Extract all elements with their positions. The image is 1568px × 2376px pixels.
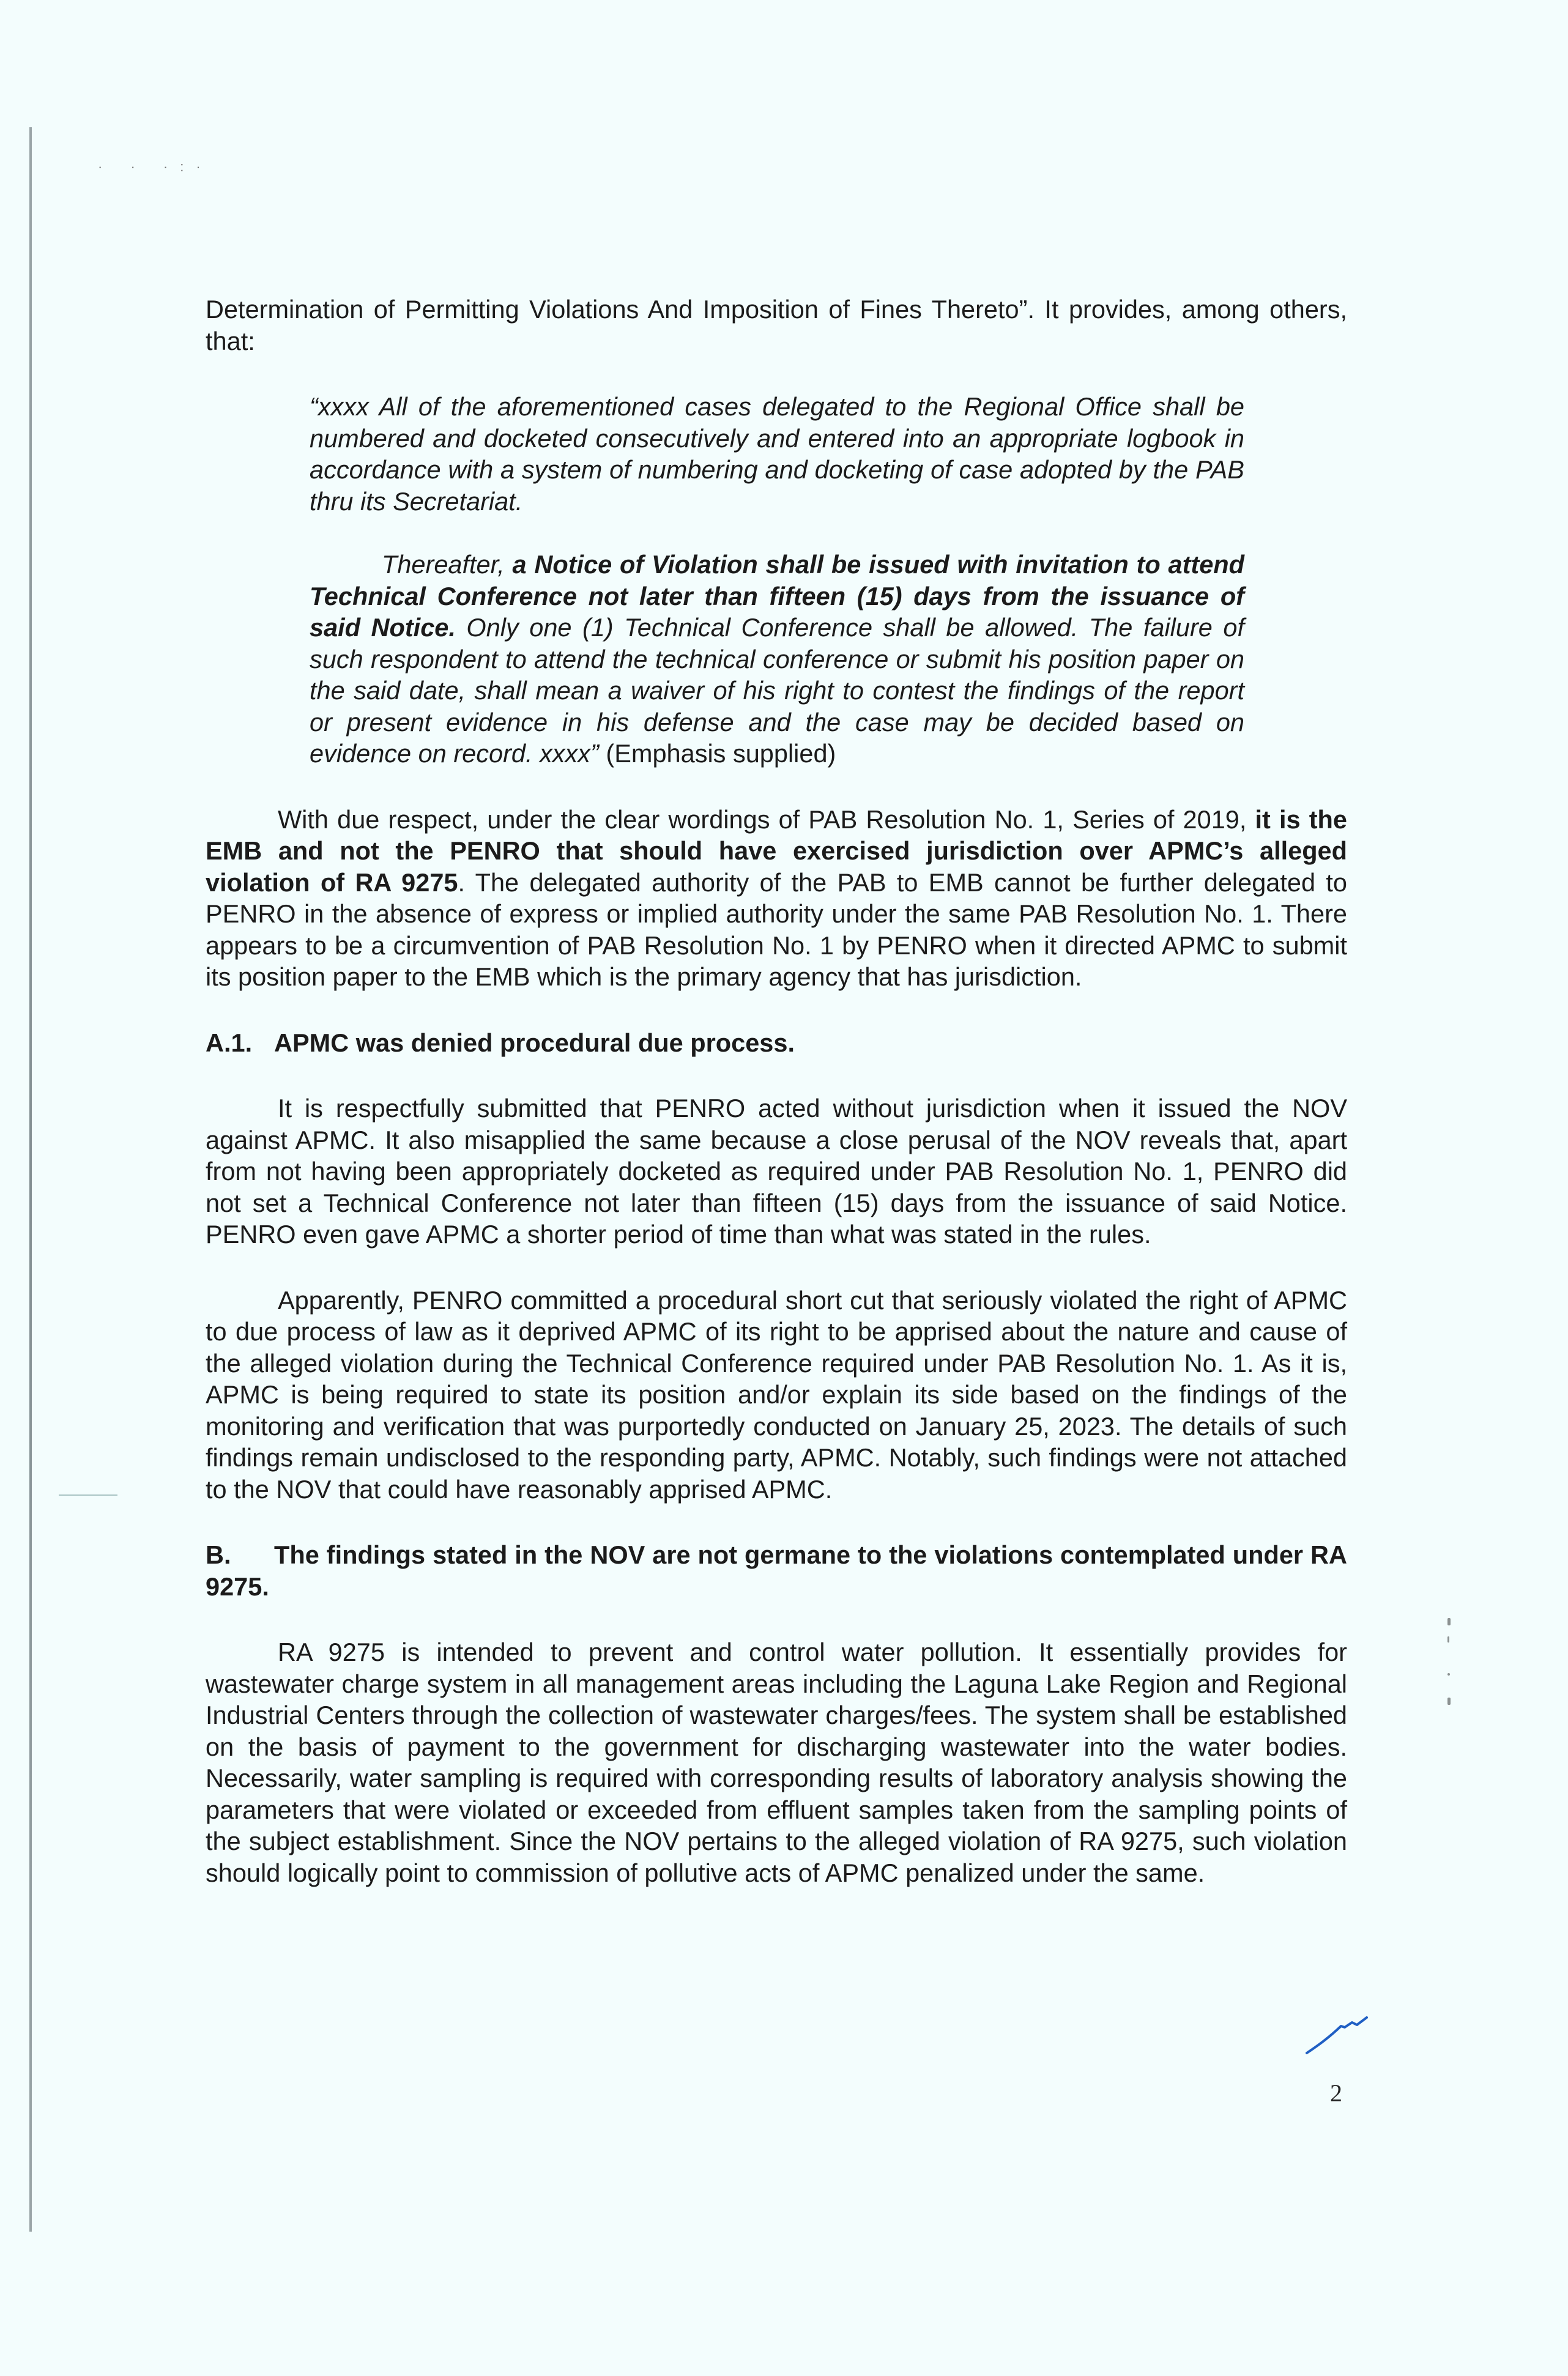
page-number: 2 bbox=[1330, 2079, 1342, 2107]
section-heading-a1 bbox=[206, 1027, 1347, 1059]
quote-paragraph-1: “xxxx All of the aforementioned cases delegated to the Regional Office shall be numbered and docketed consecutively and entered into an appropriate logbook in accordance with a system of numbering and docketing of case adopted by the PAB thru its Secretariat. bbox=[310, 392, 1244, 516]
section-label: A.1. bbox=[206, 1028, 253, 1057]
paragraph-a1-1: It is respectfully submitted that PENRO acted without jurisdiction when it issued the NOV against APMC. It also misapplied the same because a close perusal of the NOV reveals that, apart from not having been appropriately docketed as required under PAB Resolution No. 1, PENRO did not set a Technical Conference not later than fifteen (15) days from the issuance of said Notice. PENRO even gave APMC a shorter period of time than what was stated in the rules. bbox=[206, 1094, 1347, 1249]
intro-paragraph: Determination of Permitting Violations And Imposition of Fines Thereto”. It provides, among others, that: bbox=[206, 295, 1347, 355]
quote-paragraph-2 bbox=[310, 549, 1244, 770]
document-page bbox=[206, 294, 1347, 1888]
scan-specks: · · ·:· bbox=[98, 159, 213, 174]
section-label: B. bbox=[206, 1540, 231, 1569]
block-quote bbox=[310, 391, 1244, 770]
jurisdiction-rest: . The delegated authority of the PAB to EMB cannot be further delegated to PENRO in the absence of express or implied authority under the same PAB Resolution No. 1. There appears to be a circumvention of PAB Resolution No. 1 by PENRO when it directed APMC to submit its position paper to the EMB which is the primary agency that has jurisdiction. bbox=[206, 867, 1348, 991]
jurisdiction-lead: With due respect, under the clear wordings of PAB Resolution No. 1, Series of 2019, bbox=[278, 804, 1255, 834]
quote-lead: Thereafter, bbox=[382, 550, 513, 579]
quote-emphasis-note: (Emphasis supplied) bbox=[598, 739, 836, 768]
initials-signature bbox=[1303, 2013, 1377, 2062]
quote-emphasis: a Notice of Violation shall be issued with invitation to attend Technical Conference not later than fifteen (15) days from the issuance of said Notice. bbox=[310, 550, 1244, 642]
quote-rest: Only one (1) Technical Conference shall be allowed. The failure of such respondent to attend the technical conference or submit his position paper on the said date, shall mean a waiver of his right to contest the findings of the report or present evidence in his defense and the case may be decided based on evidence on record. xxxx” bbox=[310, 613, 1244, 768]
scan-margin-line bbox=[29, 127, 32, 2232]
scan-side-dash bbox=[59, 1494, 117, 1496]
paragraph-b-1: RA 9275 is intended to prevent and control water pollution. It essentially provides for wastewater charge system in all management areas including the Laguna Lake Region and Regional Industrial Centers through the collection of wastewater charges/fees. The system shall be established on the basis of payment to the government for discharging wastewater into the water bodies. Necessarily, water sampling is required with corresponding results of laboratory analysis showing the parameters that were violated or exceeded from effluent samples taken from the sampling points of the subject establishment. Since the NOV pertains to the alleged violation of RA 9275, such violation should logically point to commission of pollutive acts of APMC penalized under the same. bbox=[206, 1638, 1347, 1887]
section-title: APMC was denied procedural due process. bbox=[274, 1028, 795, 1057]
paragraph-a1-2: Apparently, PENRO committed a procedural short cut that seriously violated the right of APMC to due process of law as it deprived APMC of its right to be apprised about the nature and cause of the alleged violation during the Technical Conference required under PAB Resolution No. 1. As it is, APMC is being required to state its position and/or explain its side based on the findings of the monitoring and verification that was purportedly conducted on January 25, 2023. The details of such findings remain undisclosed to the responding party, APMC. Notably, such findings were not attached to the NOV that could have reasonably apprised APMC. bbox=[206, 1285, 1347, 1504]
scan-right-marks bbox=[1447, 1618, 1452, 1716]
jurisdiction-emphasis: it is the EMB and not the PENRO that should have exercised jurisdiction over APMC’s alleged violation of RA 9275 bbox=[206, 804, 1347, 897]
section-heading-b bbox=[206, 1539, 1347, 1602]
section-title: The findings stated in the NOV are not germane to the violations contemplated under RA 9275. bbox=[206, 1540, 1347, 1601]
jurisdiction-paragraph bbox=[206, 804, 1347, 993]
